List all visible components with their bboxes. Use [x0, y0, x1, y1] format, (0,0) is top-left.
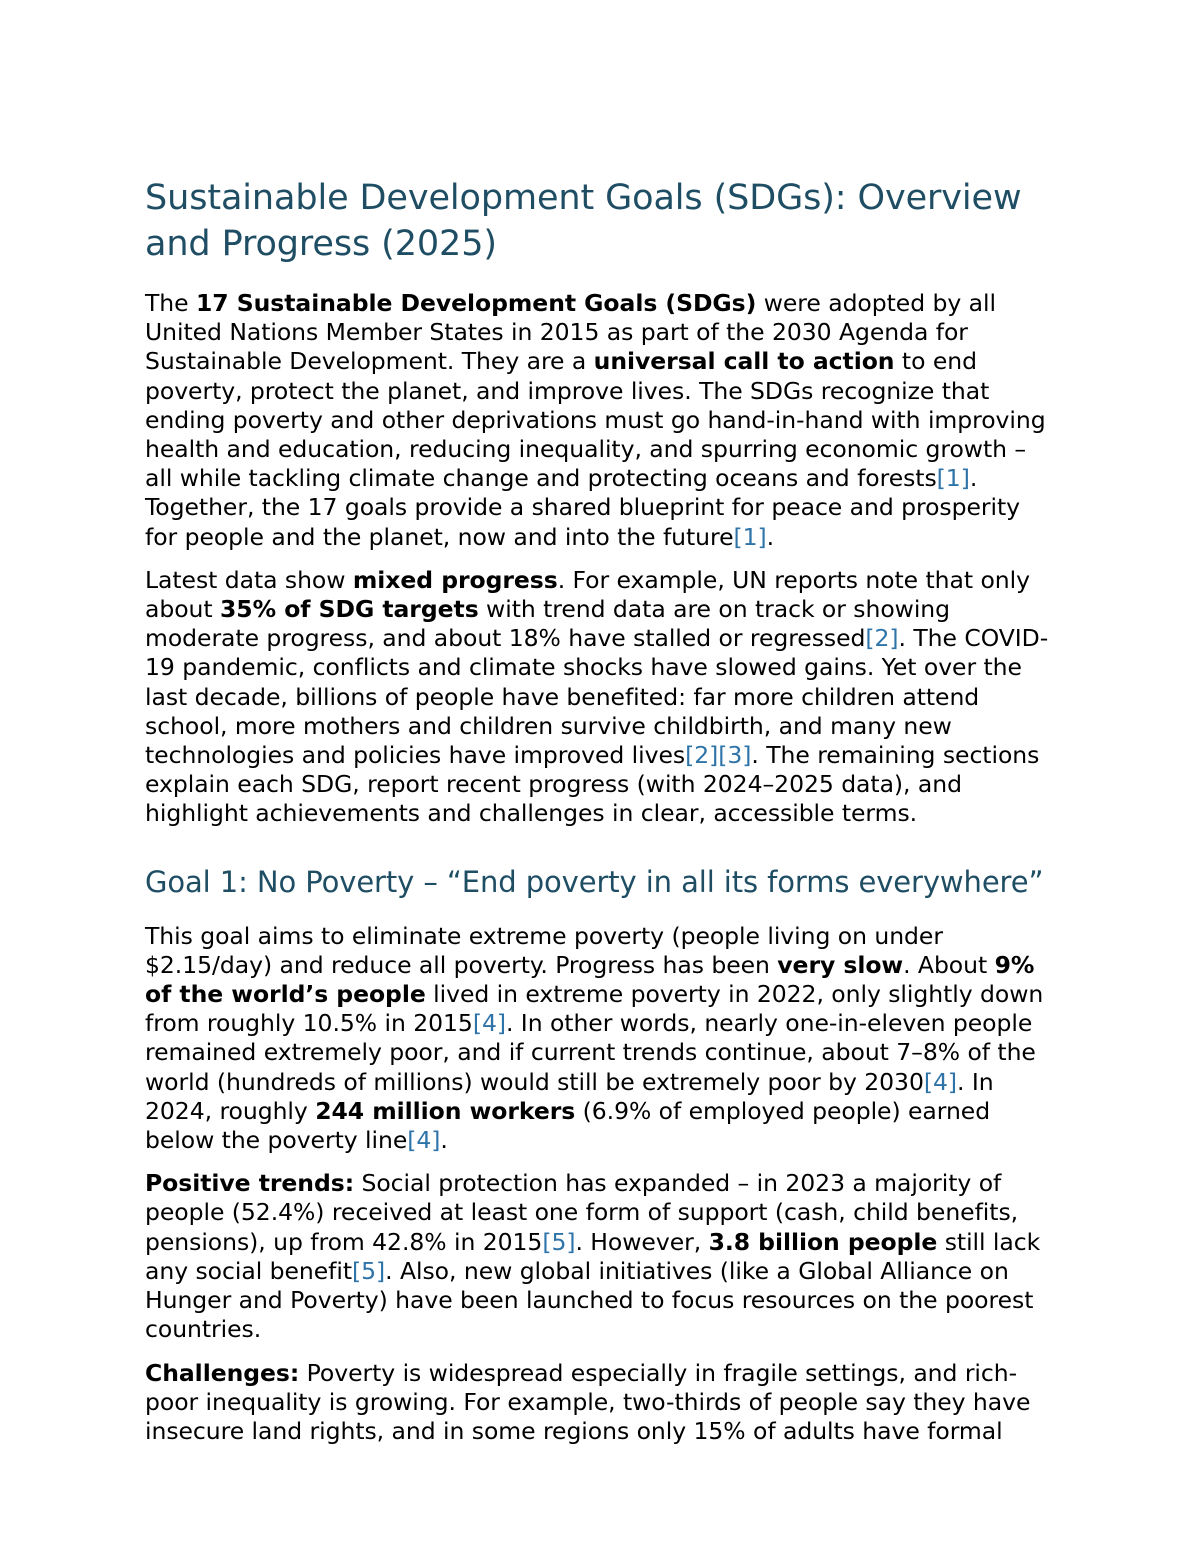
citation-link[interactable]: [4] [923, 1067, 957, 1096]
citation-link[interactable]: [5] [352, 1256, 386, 1285]
text-segment: . The remaining sections explain each SDG, report recent progress (with 2024–2025 data), and highlight achievements and challenges in clear, accessible terms. [145, 741, 1040, 828]
section-heading-goal-1: Goal 1: No Poverty – “End poverty in all its forms everywhere” [145, 864, 1044, 899]
intro-paragraph-1 [145, 289, 1055, 552]
citation-link[interactable]: [4] [472, 1009, 506, 1038]
citation-link[interactable]: [1] [936, 464, 970, 493]
bold-text: 244 million workers [315, 1096, 576, 1125]
text-segment: . [766, 522, 775, 551]
text-segment: were adopted by all United Nations Member States in 2015 as part of the 2030 Agenda for Sustainable Development. They are a [145, 289, 996, 376]
text-segment: still lack any social benefit [145, 1227, 1041, 1285]
bold-text: 9% of the world’s people [145, 950, 1035, 1009]
text-segment: . The COVID-19 pandemic, conflicts and climate shocks have slowed gains. Yet over the last decade, billions of people have benefited: far more children attend school, more mothers and children survive childbirth, and many new technologies and policies have improved lives [145, 624, 1049, 770]
text-segment: lived in extreme poverty in 2022, only slightly down from roughly 10.5% in 2015 [145, 980, 1044, 1038]
citation-link[interactable]: [5] [542, 1227, 576, 1256]
bold-text: 3.8 billion people [708, 1227, 938, 1256]
page-title: Sustainable Development Goals (SDGs): Overview and Progress (2025) [145, 178, 1022, 264]
text-segment: This goal aims to eliminate extreme poverty (people living on under $2.15/day) and reduce all poverty. Progress has been [145, 921, 943, 979]
citation-link[interactable]: [1] [733, 522, 767, 551]
bold-text: very slow [777, 950, 904, 979]
text-segment: . Also, new global initiatives (like a Global Alliance on Hunger and Poverty) have been launched to focus resources on the poorest countries. [145, 1256, 1034, 1344]
paragraph-label: Challenges: [145, 1358, 300, 1387]
text-segment: The [145, 289, 196, 317]
text-segment: . Together, the 17 goals provide a shared blueprint for peace and prosperity for people and the planet, now and into the future [145, 464, 1020, 551]
paragraph-label: Positive trends: [145, 1169, 355, 1198]
goal-1-paragraph-1 [145, 922, 1055, 1156]
text-segment: Social protection has expanded – in 2023 a majority of people (52.4%) received at least one form of support (cash, child benefits, pensions), up from 42.8% in 2015 [145, 1169, 1019, 1256]
text-segment: . However, [575, 1227, 709, 1256]
text-segment: (6.9% of employed people) earned below the poverty line [145, 1096, 991, 1155]
goal-1-challenges-paragraph [145, 1359, 1055, 1447]
text-segment: . About [903, 950, 995, 979]
text-segment: . In other words, nearly one-in-eleven people remained extremely poor, and if current trends continue, about 7–8% of the world (hundreds of millions) would still be extremely poor by 2030 [145, 1009, 1036, 1096]
citation-link[interactable]: [3] [718, 741, 752, 770]
citation-link[interactable]: [2] [685, 741, 719, 770]
goal-1-positive-trends-paragraph [145, 1169, 1055, 1344]
document-body [145, 175, 1055, 1446]
text-segment: with trend data are on track or showing moderate progress, and about 18% have stalled or regressed [145, 595, 951, 653]
citation-link[interactable]: [4] [407, 1126, 441, 1155]
bold-text: universal call to action [593, 347, 895, 376]
citation-link[interactable]: [2] [865, 624, 899, 653]
text-segment: . [440, 1126, 448, 1155]
text-segment: Poverty is widespread especially in fragile settings, and rich-poor inequality is growing. For example, two-thirds of people say they have insecure land rights, and in some regions only 15% of adults have formal [145, 1358, 1031, 1445]
bold-text: 17 Sustainable Development Goals (SDGs) [195, 289, 757, 317]
text-segment: Latest data show [145, 565, 353, 594]
intro-paragraph-2 [145, 566, 1055, 829]
text-segment: . For example, UN reports note that only about [145, 565, 1030, 624]
bold-text: 35% of SDG targets [219, 595, 479, 624]
bold-text: mixed progress [352, 565, 558, 594]
text-segment: to end poverty, protect the planet, and improve lives. The SDGs recognize that ending poverty and other deprivations must go hand-in-hand with improving health and education, reducing inequality, and spurring economic growth – all while tackling climate change and protecting oceans and forests [145, 347, 1046, 493]
text-segment: . In 2024, roughly [145, 1067, 994, 1125]
